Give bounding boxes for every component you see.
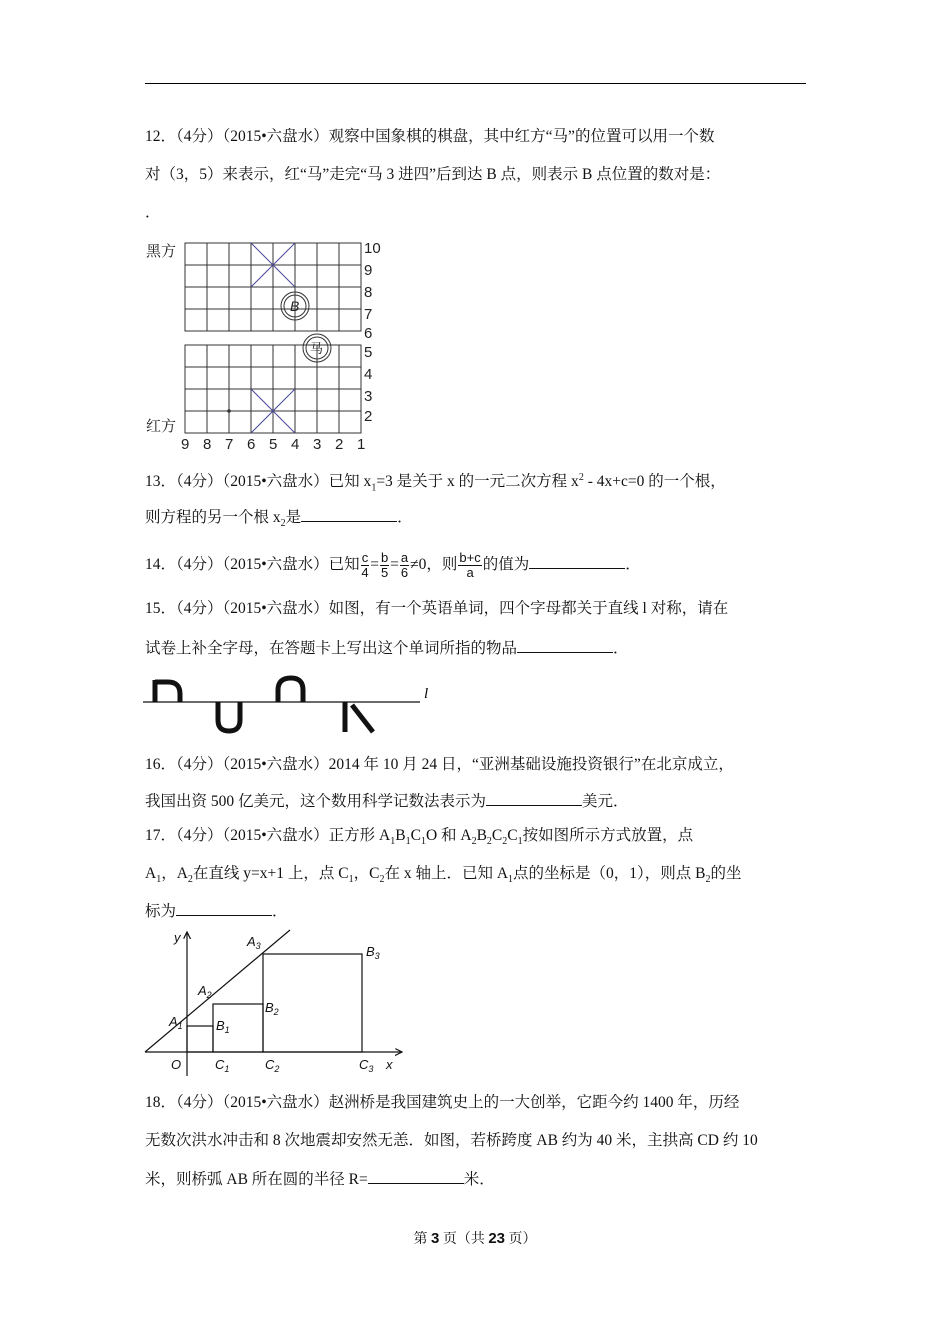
answer-blank[interactable] bbox=[517, 638, 613, 653]
q13-line2: 则方程的另一个根 $x_2$是 ． bbox=[145, 509, 413, 530]
svg-text:C1: $C_1$ bbox=[215, 1057, 230, 1074]
fraction-b-over-5: $\frac{b}{5}$ bbox=[380, 549, 389, 580]
svg-text:A1: $A_1$ bbox=[169, 1014, 183, 1031]
q17-line1: 17．（4分）（2015•六盘水）正方形 $A_1B_1C_1O$ 和 $A_2B_2C_2C_1$按如图所示方式放置，点 bbox=[145, 827, 694, 848]
svg-text:A2: $A_2$ bbox=[198, 983, 212, 1000]
answer-blank[interactable] bbox=[486, 791, 582, 806]
column-number: 1 bbox=[357, 436, 366, 453]
x-axis-label: x bbox=[386, 1057, 393, 1072]
row-number: 10 bbox=[364, 240, 381, 257]
page-number: 3 bbox=[430, 1230, 440, 1247]
q18-line3: 米，则桥弧 AB 所在圆的半径 R= 米． bbox=[145, 1171, 495, 1188]
point-b-label: B bbox=[290, 298, 300, 314]
symmetric-word-figure bbox=[140, 672, 440, 738]
column-number: 3 bbox=[313, 436, 322, 453]
q14-line: 14．（4分）（2015•六盘水）已知 $\frac{c}{4}$ = $\frac{b}{5}$ = $\frac{a}{6}$ ≠0，则 $\frac{b+c}{a}$ 的值为 ． bbox=[145, 549, 641, 580]
axis-l-label: l bbox=[424, 686, 429, 702]
q12-line3: ． bbox=[145, 204, 161, 221]
row-number: 8 bbox=[364, 284, 373, 301]
svg-text:B3: $B_3$ bbox=[366, 944, 380, 961]
svg-text:B2: $B_2$ bbox=[265, 1000, 279, 1017]
q15-line2: 试卷上补全字母，在答题卡上写出这个单词所指的物品 ． bbox=[145, 640, 629, 657]
header-rule bbox=[145, 83, 806, 84]
row-number: 2 bbox=[364, 408, 373, 425]
squares-coordinate-figure bbox=[140, 926, 415, 1078]
answer-blank[interactable] bbox=[368, 1169, 464, 1184]
q18-line2: 无数次洪水冲击和 8 次地震却安然无恙．如图，若桥跨度 AB 约为 40 米，主拱高 CD 约 10 bbox=[145, 1132, 758, 1149]
answer-blank[interactable] bbox=[529, 554, 625, 569]
fraction-c-over-4: $\frac{c}{4}$ bbox=[361, 549, 369, 580]
row-number: 5 bbox=[364, 344, 373, 361]
q12-line1: 12．（4分）（2015•六盘水）观察中国象棋的棋盘，其中红方“马”的位置可以用一个数 bbox=[145, 128, 715, 145]
page-total: 23 bbox=[488, 1230, 506, 1247]
q13-line1: 13．（4分）（2015•六盘水）已知 $x_1=3$ 是关于 x 的一元二次方程 $x^2$ ‑ 4x+c=0 的一个根， bbox=[145, 472, 726, 494]
red-side-label: 红方 bbox=[146, 418, 177, 435]
q17-line3: 标为 ． bbox=[145, 903, 288, 920]
column-number: 6 bbox=[247, 436, 256, 453]
q18-line1: 18．（4分）（2015•六盘水）赵洲桥是我国建筑史上的一大创举，它距今约 1400 年，历经 bbox=[145, 1094, 740, 1111]
row-number: 9 bbox=[364, 262, 373, 279]
row-number: 4 bbox=[364, 366, 373, 383]
column-number: 5 bbox=[269, 436, 278, 453]
horse-piece-label: 马 bbox=[310, 341, 324, 356]
fraction-bc-over-a: $\frac{b+c}{a}$ bbox=[459, 549, 481, 580]
answer-blank[interactable] bbox=[301, 507, 397, 522]
q16-line1: 16．（4分）（2015•六盘水）2014 年 10 月 24 日，“亚洲基础设施投资银行”在北京成立， bbox=[145, 756, 734, 773]
row-number: 3 bbox=[364, 388, 373, 405]
fraction-a-over-6: $\frac{a}{6}$ bbox=[400, 549, 409, 580]
page-footer: 第 3 页（共 23 页） bbox=[413, 1230, 537, 1247]
y-axis-label: y bbox=[174, 930, 181, 945]
origin-label: O bbox=[171, 1057, 182, 1072]
black-side-label: 黑方 bbox=[146, 243, 177, 260]
answer-blank[interactable] bbox=[176, 901, 272, 916]
svg-text:C3: $C_3$ bbox=[359, 1057, 374, 1074]
q15-line1: 15．（4分）（2015•六盘水）如图，有一个英语单词，四个字母都关于直线 l 对称，请在 bbox=[145, 600, 729, 617]
row-number: 7 bbox=[364, 306, 373, 323]
svg-text:B1: $B_1$ bbox=[216, 1018, 230, 1035]
q17-line2: $A_1$，$A_2$在直线 y=x+1 上，点 $C_1$，$C_2$在 x 轴上．已知 $A_1$点的坐标是（0，1），则点 $B_2$的坐 bbox=[145, 865, 742, 886]
row-number: 6 bbox=[364, 325, 373, 342]
svg-text:A3: $A_3$ bbox=[247, 934, 261, 951]
svg-text:C2: $C_2$ bbox=[265, 1057, 280, 1074]
column-number: 2 bbox=[335, 436, 344, 453]
q16-line2: 我国出资 500 亿美元，这个数用科学记数法表示为 美元． bbox=[145, 793, 629, 810]
chess-board-figure bbox=[140, 235, 400, 455]
column-number: 7 bbox=[225, 436, 234, 453]
q12-line2: 对（3，5）来表示，红“马”走完“马 3 进四”后到达 B 点，则表示 B 点位置的数对是： bbox=[145, 166, 721, 183]
column-number: 8 bbox=[203, 436, 212, 453]
column-number: 9 bbox=[181, 436, 190, 453]
column-number: 4 bbox=[291, 436, 300, 453]
